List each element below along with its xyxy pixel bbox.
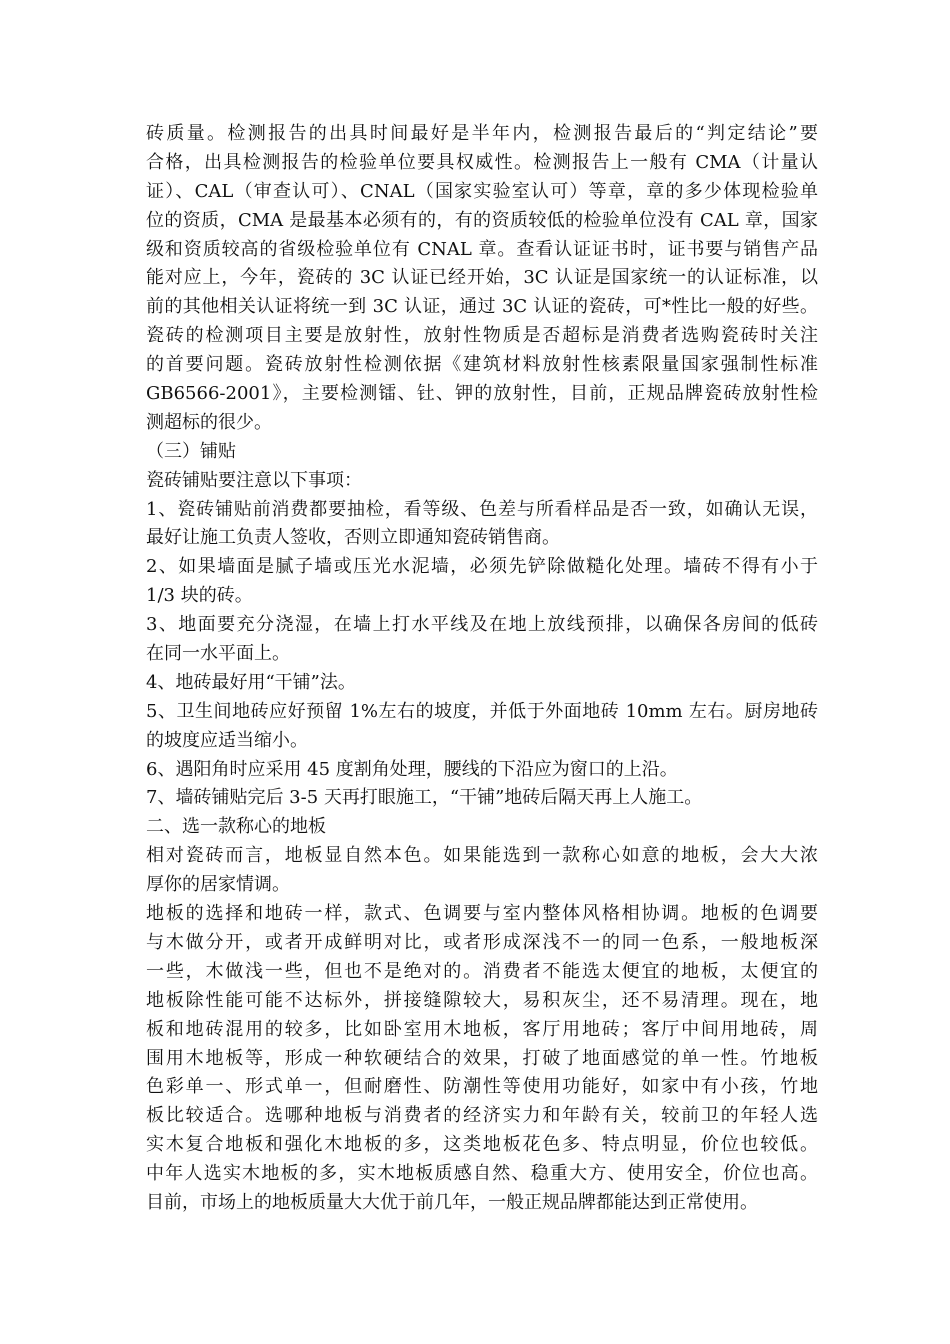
text-line: 砖质量。检测报告的出具时间最好是半年内，检测报告最后的“判定结论”要	[146, 123, 818, 144]
text-line: 色彩单一、形式单一，但耐磨性、防潮性等使用功能好，如家中有小孩，竹地	[146, 1076, 818, 1098]
text-line: 瓷砖的检测项目主要是放射性，放射性物质是否超标是消费者选购瓷砖时关注	[146, 325, 818, 347]
text-line: 测超标的很少。	[146, 411, 272, 433]
text-line: 实木复合地板和强化木地板的多，这类地板花色多、特点明显，价位也较低。	[146, 1134, 818, 1156]
text-line: 在同一水平面上。	[146, 643, 290, 665]
text-line: 4、地砖最好用“干铺”法。	[146, 671, 356, 693]
text-line: 地板除性能可能不达标外，拼接缝隙较大，易积灰尘，还不易清理。现在，地	[146, 989, 818, 1011]
text-line: 证）、CAL（审查认可）、CNAL（国家实验室认可）等章，章的多少体现检验单	[146, 180, 818, 202]
text-line: 目前，市场上的地板质量大大优于前几年，一般正规品牌都能达到正常使用。	[146, 1191, 758, 1213]
text-line: 相对瓷砖而言，地板显自然本色。如果能选到一款称心如意的地板，会大大浓	[146, 845, 818, 867]
text-line: 的坡度应适当缩小。	[146, 729, 308, 751]
text-line: GB6566-2001》，主要检测镭、钍、钾的放射性，目前，正规品牌瓷砖放射性检	[146, 383, 818, 405]
text-line: 最好让施工负责人签收，否则立即通知瓷砖销售商。	[146, 527, 560, 549]
body-text	[146, 120, 818, 1218]
text-line: 能对应上，今年，瓷砖的 3C 认证已经开始，3C 认证是国家统一的认证标准，以	[146, 267, 818, 289]
text-line: 厚你的居家情调。	[146, 874, 290, 896]
text-line: 级和资质较高的省级检验单位有 CNAL 章。查看认证证书时，证书要与销售产品	[146, 238, 818, 260]
text-line: 6、遇阳角时应采用 45 度割角处理，腰线的下沿应为窗口的上沿。	[146, 758, 678, 780]
text-line: 5、卫生间地砖应好预留 1%左右的坡度，并低于外面地砖 10mm 左右。厨房地砖	[146, 700, 818, 722]
text-line: 7、墙砖铺贴完后 3-5 天再打眼施工，“干铺”地砖后隔天再上人施工。	[146, 787, 703, 809]
text-line: 与木做分开，或者开成鲜明对比，或者形成深浅不一的同一色系，一般地板深	[146, 931, 818, 953]
text-line: 中年人选实木地板的多，实木地板质感自然、稳重大方、使用安全，价位也高。	[146, 1163, 818, 1185]
text-line: （三）铺贴	[146, 440, 236, 462]
text-line: 合格，出具检测报告的检验单位要具权威性。检测报告上一般有 CMA（计量认	[146, 151, 818, 173]
text-line: 二、选一款称心的地板	[146, 816, 326, 838]
text-line: 位的资质，CMA 是最基本必须有的，有的资质较低的检验单位没有 CAL 章，国家	[146, 209, 818, 231]
text-line: 围用木地板等，形成一种软硬结合的效果，打破了地面感觉的单一性。竹地板	[146, 1047, 818, 1069]
text-line: 的首要问题。瓷砖放射性检测依据《建筑材料放射性核素限量国家强制性标准	[146, 354, 818, 376]
text-line: 2、如果墙面是腻子墙或压光水泥墙，必须先铲除做糙化处理。墙砖不得有小于	[146, 556, 818, 578]
text-line: 1/3 块的砖。	[146, 585, 253, 607]
text-line: 前的其他相关认证将统一到 3C 认证，通过 3C 认证的瓷砖，可*性比一般的好些。	[146, 296, 818, 318]
text-line: 瓷砖铺贴要注意以下事项：	[146, 469, 362, 491]
text-line: 一些，木做浅一些，但也不是绝对的。消费者不能选太便宜的地板，太便宜的	[146, 960, 818, 982]
text-line: 1、瓷砖铺贴前消费都要抽检，看等级、色差与所看样品是否一致，如确认无误，	[146, 498, 818, 520]
text-line: 地板的选择和地砖一样，款式、色调要与室内整体风格相协调。地板的色调要	[146, 903, 818, 925]
text-line: 板和地砖混用的较多，比如卧室用木地板，客厅用地砖；客厅中间用地砖，周	[146, 1018, 818, 1040]
text-line: 板比较适合。选哪种地板与消费者的经济实力和年龄有关，较前卫的年轻人选	[146, 1105, 818, 1127]
text-line: 3、地面要充分浇湿，在墙上打水平线及在地上放线预排，以确保各房间的低砖	[146, 614, 818, 636]
